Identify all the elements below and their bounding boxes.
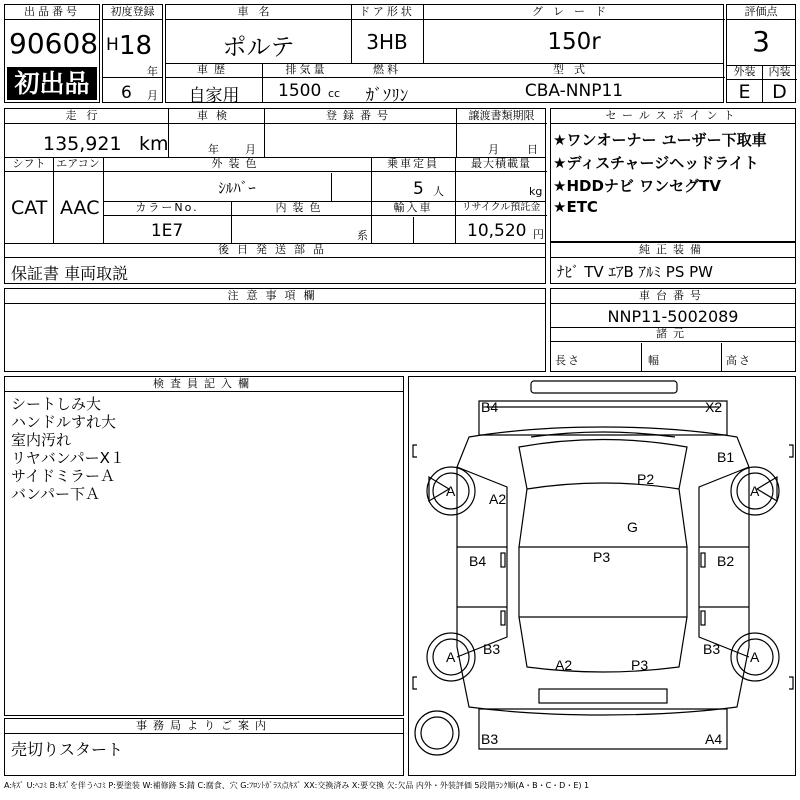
damage-label: B3: [481, 731, 499, 747]
sales-points-label: セールスポイント: [551, 109, 795, 124]
wheel-label: A: [446, 483, 456, 499]
wheel-label: A: [750, 483, 760, 499]
model-label: 型式: [423, 63, 725, 78]
capacity-unit: 人: [433, 185, 446, 198]
displacement-label: 排気量: [262, 63, 351, 78]
sales-points-box: [550, 108, 796, 242]
exterior-color: ｼﾙﾊﾞｰ: [218, 179, 256, 197]
ac: AAC: [60, 197, 100, 219]
history-label: 車歴: [166, 63, 262, 78]
fuel: ｶﾞｿﾘﾝ: [365, 86, 409, 106]
damage-label: P3: [593, 549, 611, 565]
inspector-box: [4, 376, 404, 716]
specs-box: [4, 108, 546, 284]
shift-label: シフト: [5, 157, 53, 172]
car-outline-svg: [409, 377, 797, 777]
width-label: 幅: [648, 354, 661, 367]
door-label: ドア形状: [351, 5, 423, 20]
inspection-label: 車検: [168, 109, 264, 124]
damage-label: A2: [555, 657, 573, 673]
car-diagram: [408, 376, 796, 776]
car-name-label: 車名: [166, 5, 351, 20]
later-parts: 保証書 車両取説: [11, 264, 129, 283]
load-unit: kg: [529, 185, 543, 198]
damage-label: B3: [483, 641, 501, 657]
reg-year: 18: [119, 31, 153, 61]
model: CBA-NNP11: [524, 81, 624, 101]
mileage-label: 走行: [5, 109, 168, 124]
damage-label: P3: [631, 657, 649, 673]
interior-label: 内装色: [231, 201, 371, 216]
ext-grade: E: [738, 81, 751, 103]
wheel-label: A: [750, 649, 760, 665]
cc-unit: cc: [328, 87, 341, 100]
first-registration-box: [102, 4, 163, 103]
damage-label: P2: [637, 471, 655, 487]
sales-point-3: ★HDDナビ ワンセグTV: [553, 177, 721, 195]
office-box: [4, 718, 404, 776]
inspector-line: サイドミラーＡ: [11, 467, 115, 485]
chassis-box: [550, 288, 796, 372]
fuel-label: 燃料: [351, 63, 423, 78]
transfer-label: 譲渡書類期限: [456, 109, 547, 124]
lot-number: 90608: [9, 27, 99, 60]
legend: A:ｷｽﾞ U:ﾍｺﾐ B:ｷｽﾞを伴うﾍｺﾐ P:要塗装 W:補修跡 S:錆 C:腐食、穴 G:ﾌﾛﾝﾄｶﾞﾗｽ点ｷｽﾞ XX:交換済み X:要交換 欠:欠品 内外・外装評価 5段階ﾗﾝｸ順(A・B・C・D・E) 1: [4, 781, 590, 790]
office-label: 事務局よりご案内: [5, 719, 403, 734]
office-note: 売切りスタート: [11, 740, 124, 759]
capacity-label: 乗車定員: [371, 157, 455, 172]
inspector-line: バンパー下Ａ: [11, 485, 100, 503]
transfer-day-unit-visible: 日: [527, 143, 540, 156]
lot-number-box: [4, 4, 100, 103]
ext-label: 外装: [727, 65, 762, 80]
reg-month: 6: [121, 83, 132, 103]
inspector-label: 検査員記入欄: [5, 377, 403, 392]
chassis-number: NNP11-5002089: [607, 307, 739, 326]
damage-label: B4: [481, 399, 499, 415]
inspector-line: 室内汚れ: [11, 431, 72, 449]
int-label: 内装: [762, 65, 797, 80]
inspection-year-unit: 年: [208, 143, 221, 156]
inspector-line: リヤバンパーX１: [11, 449, 125, 467]
interior-unit: 系: [357, 229, 368, 242]
month-unit: 月: [147, 89, 160, 102]
chassis-label: 車台番号: [551, 289, 795, 304]
grade-label: グレード: [423, 5, 725, 20]
yen-unit: 円: [533, 228, 544, 241]
km-unit: km: [139, 133, 169, 155]
car-info-box: [165, 4, 724, 106]
later-parts-label: 後日発送部品: [5, 243, 545, 258]
score-label: 評価点: [727, 5, 795, 20]
dims-label: 諸元: [551, 327, 795, 342]
era: H: [106, 35, 119, 55]
score: 3: [752, 25, 770, 58]
lot-number-label: 出品番号: [5, 5, 99, 20]
int-grade: D: [772, 81, 787, 103]
transfer-month-unit: 月: [488, 143, 501, 156]
year-unit: 年: [147, 65, 160, 78]
damage-label: X2: [705, 399, 723, 415]
first-registration-label: 初度登録: [103, 5, 162, 20]
exterior-label: 外装色: [103, 157, 371, 172]
history: 自家用: [188, 86, 240, 106]
displacement: 1500: [278, 81, 322, 101]
length-label: 長さ: [555, 354, 581, 367]
equipment: ﾅﾋﾞ TV ｴｱB ｱﾙﾐ PS PW: [557, 263, 713, 281]
equipment-box: [550, 242, 796, 284]
first-listing-badge: 初出品: [7, 67, 97, 100]
height-label: 高さ: [726, 354, 752, 367]
equipment-label: 純正装備: [551, 243, 795, 258]
mileage: 135,921: [43, 133, 122, 155]
recycle-label: リサイクル預託金: [455, 201, 547, 216]
inspector-line: ハンドルすれ大: [11, 413, 117, 431]
notes-label: 注意事項欄: [5, 289, 545, 304]
damage-label: B3: [703, 641, 721, 657]
color-no-label: カラーNo.: [103, 201, 231, 216]
score-box: [726, 4, 796, 103]
inspector-line: シートしみ大: [11, 395, 102, 413]
inspection-month-unit: 月: [245, 143, 258, 156]
damage-label: A2: [489, 491, 507, 507]
sales-point-1: ★ワンオーナー ユーザー下取車: [553, 131, 767, 149]
color-no: 1E7: [150, 221, 184, 241]
sales-point-2: ★ディスチャージヘッドライト: [553, 154, 759, 172]
door-shape: 3HB: [366, 30, 408, 54]
damage-label: G: [627, 519, 638, 535]
regno-label: 登録番号: [264, 109, 456, 124]
recycle: 10,520: [467, 221, 527, 241]
ac-label: エアコン: [53, 157, 103, 172]
grade: 150r: [547, 29, 601, 55]
load-label: 最大積載量: [455, 157, 547, 172]
damage-label: B4: [469, 553, 487, 569]
capacity: 5: [413, 179, 424, 199]
car-name: ポルテ: [222, 33, 295, 61]
notes-box: [4, 288, 546, 372]
damage-label: B1: [717, 449, 735, 465]
sales-point-4: ★ETC: [553, 198, 598, 216]
wheel-label: A: [446, 649, 456, 665]
import-label: 輸入車: [371, 201, 455, 216]
shift: CAT: [11, 197, 48, 219]
damage-label: B2: [717, 553, 735, 569]
damage-label: A4: [705, 731, 723, 747]
